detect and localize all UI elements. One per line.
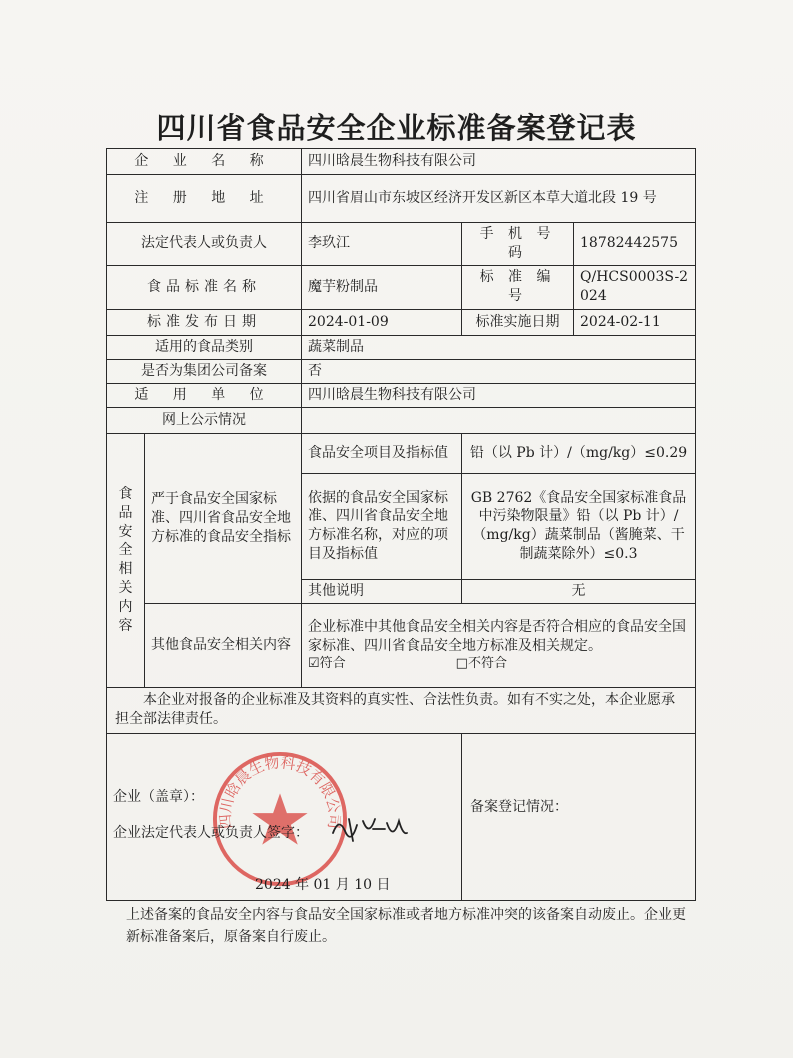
vertical-char: 相	[118, 561, 133, 578]
seal-label: 企业（盖章）：	[113, 788, 204, 805]
safety-content-vertical-label	[107, 433, 145, 687]
row-company	[107, 149, 696, 175]
online-publicity-value	[302, 407, 696, 433]
handwritten-signature	[329, 811, 409, 847]
option-noncompliant: □不符合	[455, 656, 507, 672]
vertical-char: 安	[118, 523, 133, 540]
signature-area	[107, 734, 461, 900]
safety-item-label: 食品安全项目及指标值	[302, 433, 462, 473]
footer-note: 上述备案的食品安全内容与食品安全国家标准或者地方标准冲突的该备案自动废止。企业更新标准备案后，原备案自行废止。	[126, 907, 686, 946]
group-filing-value: 否	[302, 359, 696, 383]
responsibility-statement: 本企业对报备的企业标准及其资料的真实性、合法性负责。如有不实之处，本企业愿承担全部法律责任。	[107, 687, 696, 733]
vertical-char: 食	[118, 485, 133, 502]
online-publicity-label: 网上公示情况	[107, 407, 302, 433]
row-address	[107, 175, 696, 223]
vertical-char: 品	[118, 504, 133, 521]
phone-label: 手 机 号 码	[462, 223, 574, 266]
filing-area	[462, 734, 695, 900]
legal-rep-value: 李玖江	[302, 223, 462, 266]
standard-name-value: 魔芋粉制品	[302, 265, 462, 309]
phone-value: 18782442575	[574, 223, 696, 266]
option-compliant: ☑符合	[308, 656, 346, 672]
legal-rep-label: 法定代表人或负责人	[107, 223, 302, 266]
applicable-unit-label: 适 用 单 位	[107, 383, 302, 407]
row-other-content	[107, 603, 696, 687]
signature-date: 2024 年 01 月 10 日	[255, 876, 391, 893]
other-note-value: 无	[462, 579, 696, 603]
food-category-value: 蔬菜制品	[302, 335, 696, 359]
impl-date-label: 标准实施日期	[462, 309, 574, 335]
release-date-label: 标准发布日期	[107, 309, 302, 335]
form-title: 四川省食品安全企业标准备案登记表	[156, 111, 637, 145]
release-date-value: 2024-01-09	[302, 309, 462, 335]
company-name-label: 企 业 名 称	[107, 149, 302, 175]
row-standard-name	[107, 265, 696, 309]
vertical-char: 关	[118, 580, 133, 597]
row-legal-rep	[107, 223, 696, 266]
rep-signature-label: 企业法定代表人或负责人签字：	[113, 824, 309, 841]
other-content-label: 其他食品安全相关内容	[145, 603, 302, 687]
vertical-char: 内	[118, 599, 133, 616]
vertical-char: 容	[118, 617, 133, 634]
impl-date-value: 2024-02-11	[574, 309, 696, 335]
other-note-label: 其他说明	[302, 579, 462, 603]
registration-table	[106, 148, 696, 901]
address-label: 注 册 地 址	[107, 175, 302, 223]
filing-status-label: 备案登记情况：	[470, 798, 569, 815]
strict-indicator-label: 严于食品安全国家标准、四川省食品安全地方标准的食品安全指标	[145, 433, 302, 603]
applicable-unit-value: 四川晗晨生物科技有限公司	[302, 383, 696, 407]
standard-number-label: 标 准 编 号	[462, 265, 574, 309]
row-signature	[107, 733, 696, 900]
vertical-char: 全	[118, 542, 133, 559]
row-online	[107, 407, 696, 433]
safety-item-value: 铅（以 Pb 计）/（mg/kg）≤0.29	[462, 433, 696, 473]
other-content-text: 企业标准中其他食品安全相关内容是否符合相应的食品安全国家标准、四川省食品安全地方标准及相关规定。	[308, 618, 687, 654]
basis-value: GB 2762《食品安全国家标准食品中污染物限量》铅（以 Pb 计）/（mg/kg）蔬菜制品（酱腌菜、干制蔬菜除外）≤0.3	[462, 473, 696, 579]
basis-label: 依据的食品安全国家标准、四川省食品安全地方标准名称，对应的项目及指标值	[302, 473, 462, 579]
row-category	[107, 335, 696, 359]
company-name-value: 四川晗晨生物科技有限公司	[302, 149, 696, 175]
row-unit	[107, 383, 696, 407]
signature-cell	[107, 733, 462, 900]
row-safety-item	[107, 433, 696, 473]
address-value: 四川省眉山市东坡区经济开发区新区本草大道北段 19 号	[302, 175, 696, 223]
group-filing-label: 是否为集团公司备案	[107, 359, 302, 383]
standard-name-label: 食品标准名称	[107, 265, 302, 309]
filing-cell	[462, 733, 696, 900]
compliance-options	[308, 655, 689, 673]
standard-number-value: Q/HCS0003S-2024	[574, 265, 696, 309]
food-category-label: 适用的食品类别	[107, 335, 302, 359]
row-statement	[107, 687, 696, 733]
svg-text:四川晗晨生物科技有限公司: 四川晗晨生物科技有限公司	[217, 754, 343, 830]
other-content-cell	[302, 603, 696, 687]
row-group	[107, 359, 696, 383]
row-dates	[107, 309, 696, 335]
